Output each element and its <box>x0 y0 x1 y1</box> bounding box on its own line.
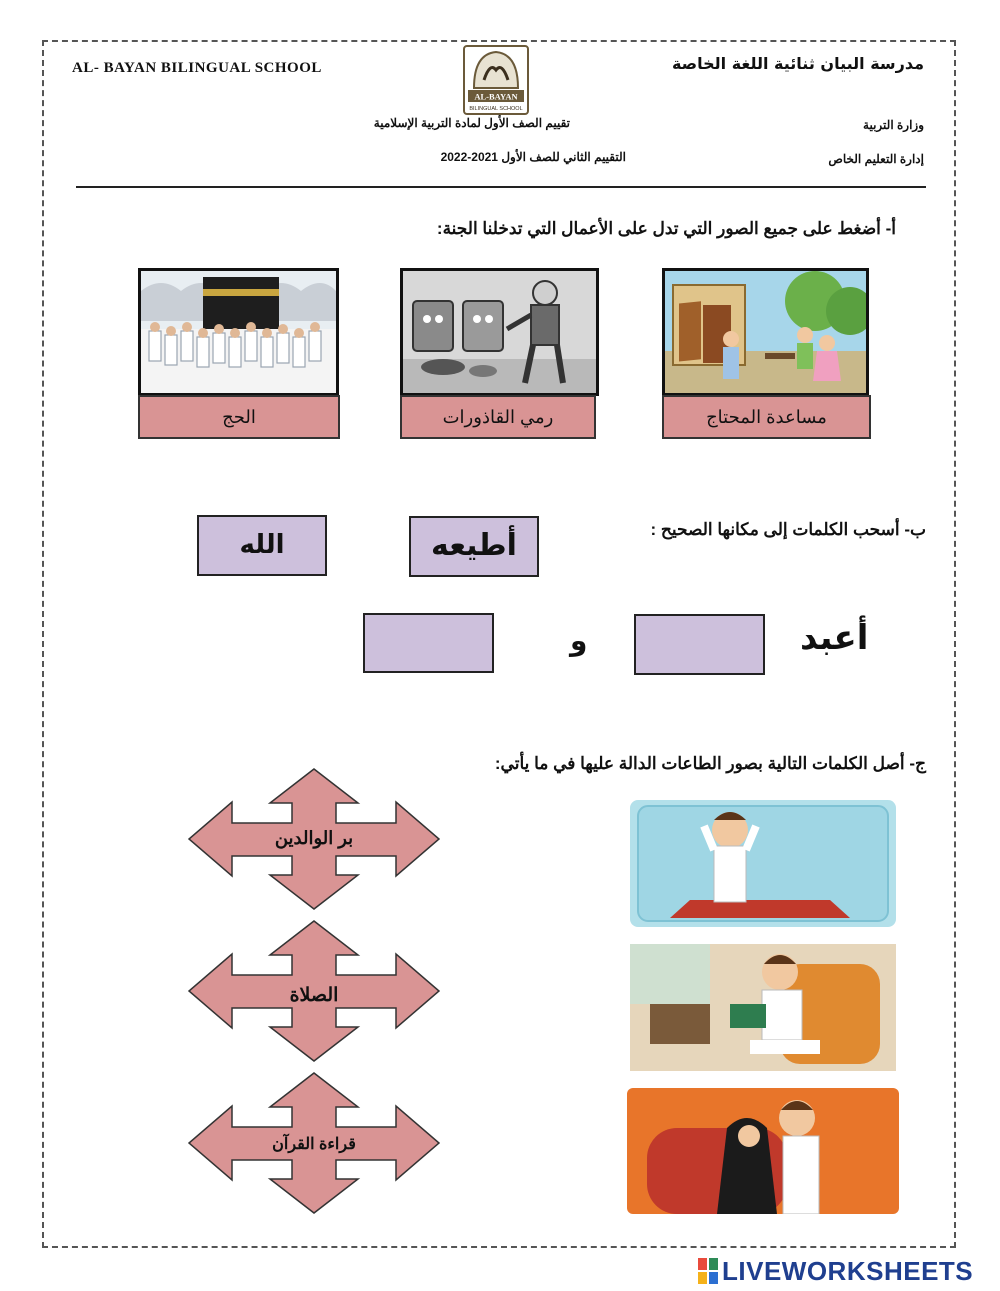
boy-praying-image[interactable] <box>630 800 896 927</box>
drop-target-2[interactable] <box>363 613 494 673</box>
throwing-litter-image[interactable] <box>400 268 599 396</box>
drop-target-1[interactable] <box>634 614 765 675</box>
drag-word-allah[interactable]: الله <box>197 515 327 576</box>
assessment-subtitle: التقييم الثاني للصف الأول 2021-2022 <box>440 150 626 164</box>
boy-hugging-mother-image[interactable] <box>627 1088 899 1214</box>
hajj-kaaba-image[interactable] <box>138 268 339 396</box>
arrow-word-salah[interactable] <box>188 920 440 1062</box>
logo-text: AL-BAYAN <box>474 91 518 102</box>
question-c: ج- أصل الكلمات التالية بصور الطاعات الدالة عليها في ما يأتي: <box>494 754 926 773</box>
boy-reading-quran-image[interactable] <box>630 944 896 1071</box>
ministry-label: وزارة التربية <box>863 118 924 132</box>
logo-subtext: BILINGUAL SCHOOL <box>469 106 523 112</box>
school-name-arabic: مدرسة البيان ثنائية اللغة الخاصة <box>671 54 924 73</box>
question-a: أ- أضغط على جميع الصور التي تدل على الأعمال التي تدخلنا الجنة: <box>436 219 896 238</box>
school-logo <box>460 44 532 116</box>
arrow-word-quran[interactable] <box>188 1072 440 1214</box>
caption-hajj[interactable]: الحج <box>138 395 340 439</box>
school-name-english: AL- BAYAN BILINGUAL SCHOOL <box>72 60 322 76</box>
sentence-word-aabud: أعبد <box>800 618 869 658</box>
drag-word-atiuh[interactable]: أطيعه <box>409 516 539 577</box>
department-label: إدارة التعليم الخاص <box>828 152 924 166</box>
question-b: ب- أسحب الكلمات إلى مكانها الصحيح : <box>650 520 926 539</box>
liveworksheets-brand: LIVEWORKSHEETS <box>722 1256 974 1286</box>
header-divider <box>76 186 926 188</box>
arrow-label-salah: الصلاة <box>289 985 339 1006</box>
arrow-label-birr-walidain: بر الوالدين <box>274 828 354 848</box>
liveworksheets-badge <box>698 1258 718 1284</box>
helping-needy-image[interactable] <box>662 268 869 396</box>
arrow-label-quran: قراءة القرآن <box>272 1136 356 1153</box>
assessment-title: تقييم الصف الأول لمادة التربية الإسلامية <box>373 116 570 130</box>
caption-helping-needy[interactable]: مساعدة المحتاج <box>662 395 871 439</box>
caption-throwing-litter[interactable]: رمي القاذورات <box>400 395 596 439</box>
arrow-word-birr-walidain[interactable] <box>188 768 440 910</box>
sentence-conjunction: و <box>570 624 588 657</box>
